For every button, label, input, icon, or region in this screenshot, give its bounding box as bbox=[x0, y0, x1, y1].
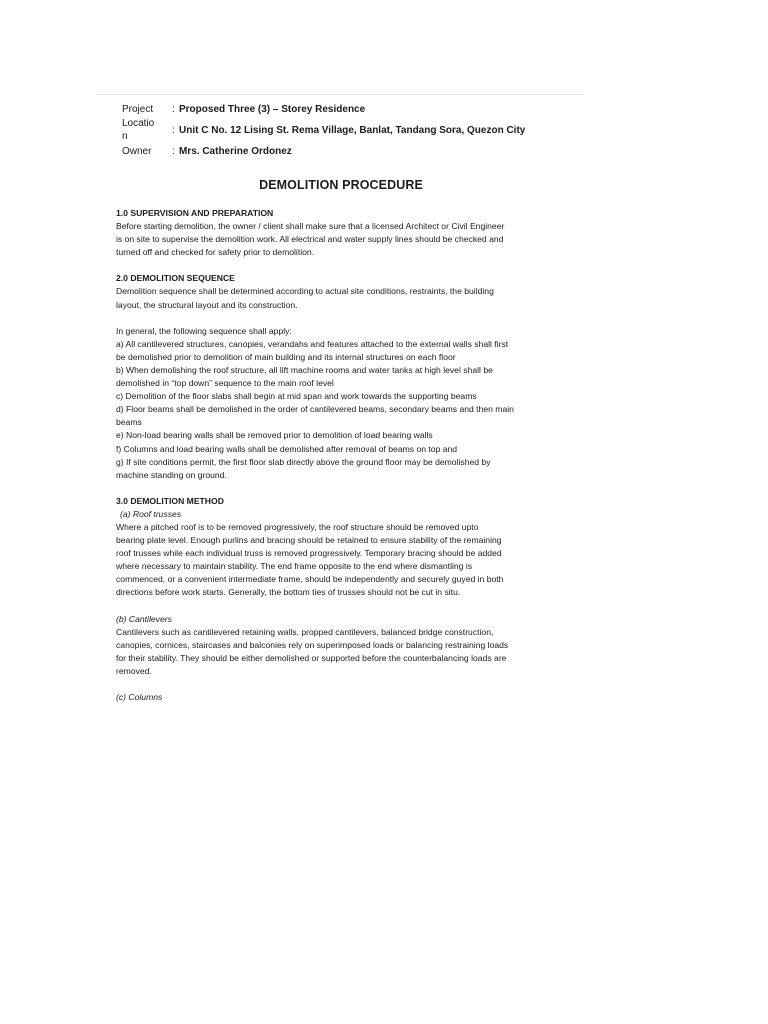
location-label-line1: Locatio bbox=[122, 118, 155, 129]
sequence-item-line: be demolished prior to demolition of main building and its internal structures on each floor bbox=[116, 351, 456, 362]
roof-trusses-line: where necessary to maintain stability. The end frame opposite to the end where dismantling is bbox=[116, 561, 473, 572]
roof-trusses-line: commenced, or a convenient intermediate frame, should be independently and securely guyed in both bbox=[116, 574, 504, 585]
sequence-item-line: beams bbox=[116, 417, 142, 428]
roof-trusses-line: roof trusses while each individual truss is removed progressively. Temporary bracing should be added bbox=[116, 548, 502, 559]
sequence-item-line: machine standing on ground. bbox=[116, 469, 227, 480]
roof-trusses-line: bearing plate level. Enough purlins and bracing should be retained to ensure stability of the remaining bbox=[116, 535, 502, 546]
document-body bbox=[116, 207, 567, 704]
owner-label: Owner bbox=[122, 146, 152, 157]
sequence-item-line: a) All cantilevered structures, canopies, verandahs and features attached to the external walls shall first bbox=[116, 338, 509, 349]
section2-lead: In general, the following sequence shall apply: bbox=[116, 325, 292, 336]
section2-heading: 2.0 DEMOLITION SEQUENCE bbox=[116, 273, 235, 284]
cantilevers-line: Cantilevers such as cantilevered retaining walls, propped cantilevers, balanced bridge construction, bbox=[116, 626, 494, 637]
cantilevers-subheading: (b) Cantilevers bbox=[116, 613, 172, 624]
owner-value: Mrs. Catherine Ordonez bbox=[179, 146, 292, 157]
cantilevers-line: removed. bbox=[116, 665, 152, 676]
section1-heading: 1.0 SUPERVISION AND PREPARATION bbox=[116, 208, 274, 218]
project-value: Proposed Three (3) – Storey Residence bbox=[179, 104, 366, 115]
roof-trusses-subheading: (a) Roof trusses bbox=[120, 508, 182, 519]
section2-intro-line: layout, the structural layout and its construction. bbox=[116, 299, 298, 310]
sequence-item-line: b) When demolishing the roof structure, all lift machine rooms and water tanks at high level shall be bbox=[116, 364, 493, 375]
sequence-item-line: f) Columns and load bearing walls shall be demolished after removal of beams on top and bbox=[116, 443, 458, 454]
section1-line: turned off and checked for safety prior to demolition. bbox=[116, 247, 315, 258]
section1-line: is on site to supervise the demolition work. All electrical and water supply lines should be checked and bbox=[116, 234, 504, 245]
cantilevers-line: for their stability. They should be either demolished or supported before the counterbalancing loads are bbox=[116, 652, 507, 663]
sequence-item-line: e) Non-load bearing walls shall be removed prior to demolition of load bearing walls bbox=[116, 430, 433, 441]
location-separator: : bbox=[172, 125, 175, 136]
location-label-line2: n bbox=[122, 131, 128, 142]
section2-intro-line: Demolition sequence shall be determined according to actual site conditions, restraints, the building bbox=[116, 286, 494, 297]
document-title: DEMOLITION PROCEDURE bbox=[259, 178, 423, 192]
columns-subheading: (c) Columns bbox=[116, 692, 163, 702]
roof-trusses-line: Where a pitched roof is to be removed progressively, the roof structure should be removed upto bbox=[116, 521, 479, 532]
location-value: Unit C No. 12 Lising St. Rema Village, Banlat, Tandang Sora, Quezon City bbox=[179, 125, 526, 136]
project-label: Project bbox=[122, 104, 154, 115]
cantilevers-line: canopies, cornices, staircases and balconies rely on superimposed loads or balancing restraining loads bbox=[116, 639, 509, 650]
sequence-item-line: c) Demolition of the floor slabs shall begin at mid span and work towards the supporting beams bbox=[116, 391, 477, 402]
section3-heading: 3.0 DEMOLITION METHOD bbox=[116, 495, 224, 506]
sequence-item-line: g) If site conditions permit, the first floor slab directly above the ground floor may be demolished by bbox=[116, 456, 491, 467]
sequence-item-line: d) Floor beams shall be demolished in the order of cantilevered beams, secondary beams and then main bbox=[116, 404, 514, 415]
section1-line: Before starting demolition, the owner / client shall make sure that a licensed Architect or Civil Engineer bbox=[116, 221, 505, 232]
sequence-item-line: demolished in “top down” sequence to the main roof level bbox=[116, 378, 334, 389]
top-divider bbox=[96, 94, 584, 95]
project-separator: : bbox=[172, 104, 175, 115]
owner-separator: : bbox=[172, 146, 175, 157]
roof-trusses-line: directions before work starts. Generally, the bottom ties of trusses should not be cut in situ. bbox=[116, 587, 461, 598]
